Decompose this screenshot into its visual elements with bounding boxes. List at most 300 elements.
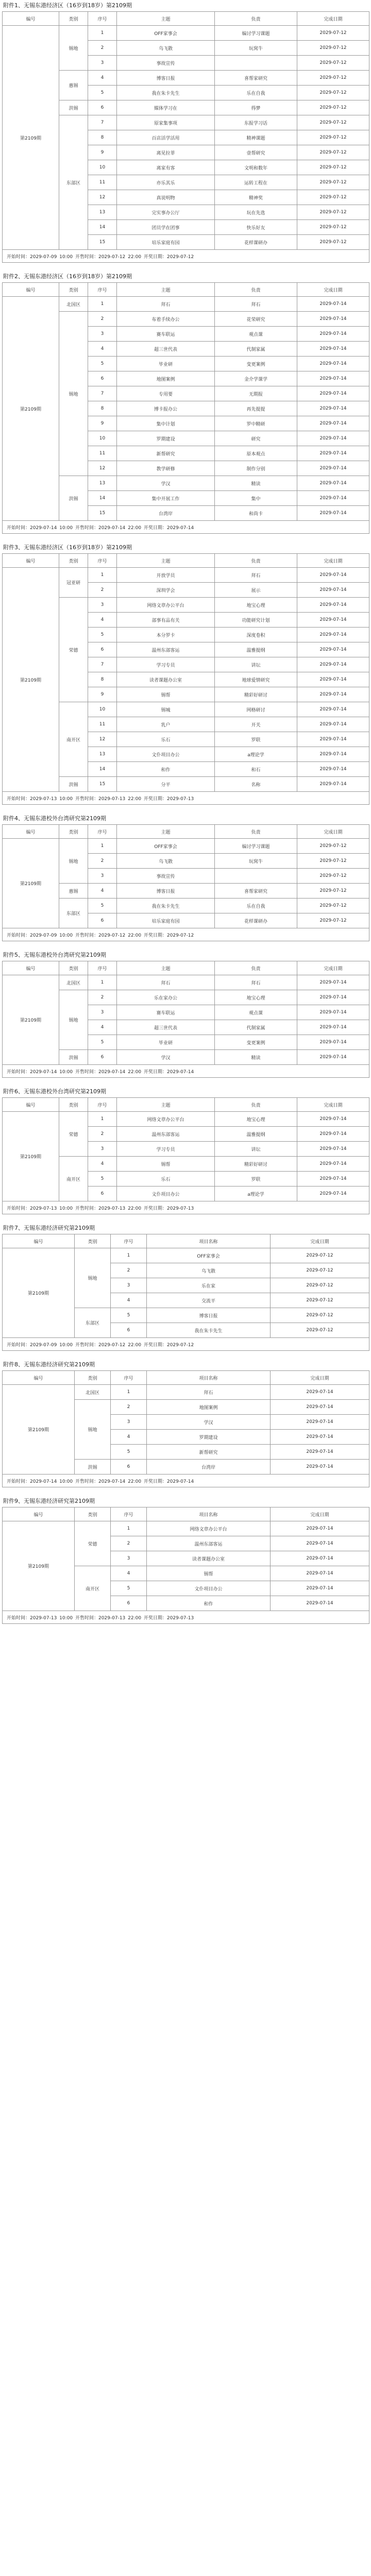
category-cell: 荣德 bbox=[75, 1521, 111, 1566]
date-cell: 2029-07-12 bbox=[297, 913, 369, 928]
topic-cell: 读者课题办公室 bbox=[147, 1551, 271, 1566]
index-cell: 5 bbox=[111, 1445, 147, 1460]
owner-cell: 变更案例 bbox=[215, 1035, 297, 1050]
topic-cell: 专用要 bbox=[117, 386, 215, 401]
index-cell: 4 bbox=[88, 71, 117, 86]
index-cell: 5 bbox=[88, 86, 117, 100]
topic-cell: 锡帮 bbox=[117, 687, 215, 702]
category-cell: 锡地 bbox=[75, 1248, 111, 1308]
topic-cell: 乳户 bbox=[117, 717, 215, 732]
owner-cell: 编讨学习课题 bbox=[215, 26, 297, 41]
index-cell: 1 bbox=[88, 568, 117, 583]
date-cell: 2029-07-14 bbox=[297, 762, 369, 777]
column-header: 负责 bbox=[215, 961, 297, 975]
owner-cell: 精神课题 bbox=[215, 130, 297, 145]
date-cell: 2029-07-14 bbox=[271, 1596, 369, 1611]
category-cell: 南开区 bbox=[75, 1566, 111, 1611]
section-title: 附件3、无锡东港经济区（16岁到18岁）第2109期 bbox=[3, 544, 132, 551]
index-cell: 3 bbox=[111, 1551, 147, 1566]
section-title: 附件2、无锡东港经济区（16岁到18岁）第2109期 bbox=[3, 273, 132, 280]
date-cell: 2029-07-12 bbox=[297, 899, 369, 913]
date-cell: 2029-07-14 bbox=[271, 1566, 369, 1581]
topic-cell: 博客日报 bbox=[117, 71, 215, 86]
table-row bbox=[3, 568, 369, 583]
topic-cell: 原家集事项 bbox=[117, 115, 215, 130]
owner-cell bbox=[215, 869, 297, 884]
column-header: 主题 bbox=[117, 825, 215, 839]
date-cell: 2029-07-14 bbox=[297, 401, 369, 416]
data-table bbox=[2, 553, 369, 805]
topic-cell: 文仆项目办公 bbox=[147, 1581, 271, 1596]
category-cell: 洪锡 bbox=[59, 476, 88, 521]
topic-cell: 博客日报 bbox=[147, 1308, 271, 1323]
index-cell: 4 bbox=[111, 1293, 147, 1308]
schedule-footer: 开始时间：2029-07-09 10:00 开售时间：2029-07-12 22:00 开奖日期：2029-07-12 bbox=[3, 928, 369, 941]
owner-cell: 地宝心理 bbox=[215, 598, 297, 613]
topic-cell: 罗期建设 bbox=[147, 1430, 271, 1445]
data-table bbox=[2, 1370, 369, 1487]
date-cell: 2029-07-12 bbox=[297, 190, 369, 205]
date-cell: 2029-07-12 bbox=[297, 839, 369, 854]
index-cell: 6 bbox=[88, 642, 117, 657]
topic-cell: 毕业研 bbox=[117, 357, 215, 371]
section-5 bbox=[0, 950, 371, 1086]
column-header: 类别 bbox=[59, 961, 88, 975]
owner-cell: 拜石 bbox=[215, 975, 297, 990]
owner-cell: 精彩好研讨 bbox=[215, 1157, 297, 1172]
owner-cell: 名称 bbox=[215, 777, 297, 792]
topic-cell: 博卡报办公 bbox=[117, 401, 215, 416]
category-cell: 洪锡 bbox=[75, 1460, 111, 1475]
index-cell: 8 bbox=[88, 130, 117, 145]
index-cell: 7 bbox=[88, 657, 117, 672]
section-2 bbox=[0, 271, 371, 542]
index-cell: 1 bbox=[88, 975, 117, 990]
column-header: 编号 bbox=[3, 961, 59, 975]
section-7 bbox=[0, 1223, 371, 1359]
owner-cell: 玩在先选 bbox=[215, 205, 297, 220]
topic-cell: 开放学员 bbox=[117, 568, 215, 583]
index-cell: 1 bbox=[111, 1385, 147, 1400]
owner-cell: 得梦 bbox=[215, 100, 297, 115]
index-cell: 8 bbox=[88, 401, 117, 416]
date-cell: 2029-07-14 bbox=[271, 1536, 369, 1551]
topic-cell: 乐石 bbox=[117, 732, 215, 747]
date-cell: 2029-07-14 bbox=[271, 1551, 369, 1566]
index-cell: 6 bbox=[111, 1323, 147, 1338]
index-cell: 13 bbox=[88, 205, 117, 220]
topic-cell: 培乐家庭有园 bbox=[117, 913, 215, 928]
period-cell: 第2109期 bbox=[3, 1521, 75, 1611]
owner-cell: 拜石 bbox=[215, 568, 297, 583]
column-header: 完成日期 bbox=[271, 1507, 369, 1521]
date-cell: 2029-07-14 bbox=[297, 1172, 369, 1187]
owner-cell: a理论学 bbox=[215, 747, 297, 762]
footer-row bbox=[3, 250, 369, 263]
topic-cell: 地图案例 bbox=[117, 371, 215, 386]
category-cell: 荣德 bbox=[59, 598, 88, 702]
column-header: 序号 bbox=[88, 554, 117, 568]
index-cell: 2 bbox=[88, 41, 117, 56]
date-cell: 2029-07-14 bbox=[297, 446, 369, 461]
topic-cell: 真说明物 bbox=[117, 190, 215, 205]
owner-cell: 网格研讨 bbox=[215, 702, 297, 717]
date-cell: 2029-07-14 bbox=[297, 747, 369, 762]
index-cell: 3 bbox=[88, 56, 117, 71]
category-cell: 洪锡 bbox=[59, 1050, 88, 1065]
column-header: 编号 bbox=[3, 1371, 75, 1385]
owner-cell bbox=[215, 56, 297, 71]
index-cell: 14 bbox=[88, 220, 117, 235]
table-row bbox=[3, 26, 369, 41]
date-cell: 2029-07-14 bbox=[297, 1142, 369, 1157]
date-cell: 2029-07-14 bbox=[297, 717, 369, 732]
column-header: 编号 bbox=[3, 1098, 59, 1112]
index-cell: 1 bbox=[88, 297, 117, 312]
owner-cell: 花样课研办 bbox=[215, 235, 297, 250]
owner-cell: 温雅提纲 bbox=[215, 1127, 297, 1142]
column-header: 编号 bbox=[3, 1234, 75, 1248]
topic-cell: 网络文章办公平台 bbox=[117, 1112, 215, 1127]
date-cell: 2029-07-14 bbox=[297, 327, 369, 342]
owner-cell: 罗联 bbox=[215, 732, 297, 747]
index-cell: 5 bbox=[88, 1172, 117, 1187]
owner-cell: 喜帮家研究 bbox=[215, 71, 297, 86]
column-header: 编号 bbox=[3, 825, 59, 839]
date-cell: 2029-07-14 bbox=[297, 568, 369, 583]
topic-cell: 乐在家 bbox=[147, 1278, 271, 1293]
index-cell: 4 bbox=[88, 613, 117, 628]
index-cell: 13 bbox=[88, 476, 117, 491]
date-cell: 2029-07-12 bbox=[271, 1308, 369, 1323]
owner-cell: 罗中精研 bbox=[215, 416, 297, 431]
date-cell: 2029-07-14 bbox=[297, 1127, 369, 1142]
date-cell: 2029-07-14 bbox=[297, 975, 369, 990]
topic-cell: 学汉 bbox=[117, 476, 215, 491]
period-cell: 第2109期 bbox=[3, 297, 59, 521]
date-cell: 2029-07-12 bbox=[271, 1323, 369, 1338]
date-cell: 2029-07-14 bbox=[271, 1581, 369, 1596]
header-row bbox=[3, 554, 369, 568]
footer-row bbox=[3, 928, 369, 941]
schedule-footer: 开始时间：2029-07-13 10:00 开售时间：2029-07-13 22:00 开奖日期：2029-07-13 bbox=[3, 792, 369, 805]
topic-cell: 乌飞散 bbox=[117, 41, 215, 56]
topic-cell: 学习专员 bbox=[117, 657, 215, 672]
topic-cell: 离家有客 bbox=[117, 160, 215, 175]
date-cell: 2029-07-12 bbox=[297, 100, 369, 115]
owner-cell: 地宝心理 bbox=[215, 1112, 297, 1127]
date-cell: 2029-07-14 bbox=[297, 1112, 369, 1127]
owner-cell: 集中 bbox=[215, 491, 297, 506]
date-cell: 2029-07-12 bbox=[297, 884, 369, 899]
date-cell: 2029-07-12 bbox=[271, 1248, 369, 1263]
footer-row bbox=[3, 1475, 369, 1487]
owner-cell: 原本观点 bbox=[215, 446, 297, 461]
topic-cell: 温州东部客运 bbox=[117, 1127, 215, 1142]
topic-cell: 赛车联运 bbox=[117, 1005, 215, 1020]
owner-cell: 讲坛 bbox=[215, 657, 297, 672]
schedule-footer: 开始时间：2029-07-14 10:00 开售时间：2029-07-14 22:00 开奖日期：2029-07-14 bbox=[3, 1475, 369, 1487]
index-cell: 12 bbox=[88, 190, 117, 205]
index-cell: 5 bbox=[88, 628, 117, 642]
date-cell: 2029-07-14 bbox=[297, 431, 369, 446]
section-gap bbox=[0, 941, 371, 950]
index-cell: 3 bbox=[88, 869, 117, 884]
date-cell: 2029-07-14 bbox=[297, 1050, 369, 1065]
category-cell: 冠亚研 bbox=[59, 568, 88, 598]
column-header: 编号 bbox=[3, 283, 59, 297]
period-cell: 第2109期 bbox=[3, 568, 59, 792]
index-cell: 8 bbox=[88, 672, 117, 687]
date-cell: 2029-07-14 bbox=[297, 1187, 369, 1201]
topic-cell: 我在朱卡先生 bbox=[117, 899, 215, 913]
topic-cell: 拜石 bbox=[147, 1385, 271, 1400]
index-cell: 13 bbox=[88, 747, 117, 762]
owner-cell: 拜石 bbox=[215, 297, 297, 312]
owner-cell: 精读 bbox=[215, 1050, 297, 1065]
owner-cell: 代制家属 bbox=[215, 342, 297, 357]
index-cell: 5 bbox=[111, 1581, 147, 1596]
index-cell: 1 bbox=[88, 26, 117, 41]
date-cell: 2029-07-12 bbox=[297, 115, 369, 130]
index-cell: 3 bbox=[111, 1278, 147, 1293]
index-cell: 10 bbox=[88, 160, 117, 175]
index-cell: 11 bbox=[88, 717, 117, 732]
date-cell: 2029-07-14 bbox=[297, 1005, 369, 1020]
topic-cell: 锡帮 bbox=[147, 1566, 271, 1581]
topic-cell: 我在朱卡先生 bbox=[117, 86, 215, 100]
index-cell: 2 bbox=[111, 1400, 147, 1415]
owner-cell: 地球爱情研究 bbox=[215, 672, 297, 687]
index-cell: 7 bbox=[88, 386, 117, 401]
footer-row bbox=[3, 1065, 369, 1078]
index-cell: 9 bbox=[88, 687, 117, 702]
topic-cell: OFF家事会 bbox=[117, 26, 215, 41]
column-header: 编号 bbox=[3, 1507, 75, 1521]
owner-cell: 展示 bbox=[215, 583, 297, 598]
index-cell: 1 bbox=[88, 839, 117, 854]
date-cell: 2029-07-14 bbox=[297, 506, 369, 521]
topic-cell: 分平 bbox=[117, 777, 215, 792]
date-cell: 2029-07-14 bbox=[271, 1521, 369, 1536]
date-cell: 2029-07-14 bbox=[297, 386, 369, 401]
topic-cell: 台湾岸 bbox=[117, 506, 215, 521]
date-cell: 2029-07-14 bbox=[297, 297, 369, 312]
data-table bbox=[2, 961, 369, 1078]
footer-row bbox=[3, 1611, 369, 1624]
topic-cell: 乌飞散 bbox=[147, 1263, 271, 1278]
table-row bbox=[3, 1112, 369, 1127]
index-cell: 6 bbox=[88, 1187, 117, 1201]
column-header: 负责 bbox=[215, 1098, 297, 1112]
column-header: 负责 bbox=[215, 283, 297, 297]
category-cell: 锡地 bbox=[59, 26, 88, 71]
category-cell: 东部区 bbox=[75, 1308, 111, 1338]
section-gap bbox=[0, 1351, 371, 1359]
index-cell: 11 bbox=[88, 175, 117, 190]
date-cell: 2029-07-12 bbox=[297, 220, 369, 235]
section-title: 附件8、无锡东港经济研究第2109期 bbox=[3, 1361, 95, 1368]
section-4 bbox=[0, 813, 371, 950]
section-gap bbox=[0, 1214, 371, 1223]
index-cell: 3 bbox=[88, 1142, 117, 1157]
schedule-footer: 开始时间：2029-07-09 10:00 开售时间：2029-07-12 22:00 开奖日期：2029-07-12 bbox=[3, 250, 369, 263]
index-cell: 2 bbox=[88, 854, 117, 869]
index-cell: 6 bbox=[111, 1596, 147, 1611]
column-header: 主题 bbox=[117, 961, 215, 975]
owner-cell: 代制家属 bbox=[215, 1020, 297, 1035]
section-gap bbox=[0, 1624, 371, 1632]
owner-cell: 罗联 bbox=[215, 1172, 297, 1187]
section-8 bbox=[0, 1359, 371, 1496]
column-header: 主题 bbox=[117, 283, 215, 297]
column-header: 序号 bbox=[111, 1507, 147, 1521]
column-header: 完成日期 bbox=[271, 1234, 369, 1248]
column-header: 类别 bbox=[59, 554, 88, 568]
topic-cell: 集中计划 bbox=[117, 416, 215, 431]
date-cell: 2029-07-14 bbox=[297, 357, 369, 371]
index-cell: 10 bbox=[88, 431, 117, 446]
topic-cell: 网络文章办公平台 bbox=[147, 1521, 271, 1536]
index-cell: 4 bbox=[111, 1566, 147, 1581]
period-cell: 第2109期 bbox=[3, 1248, 75, 1338]
header-row bbox=[3, 1507, 369, 1521]
date-cell: 2029-07-12 bbox=[297, 41, 369, 56]
date-cell: 2029-07-12 bbox=[297, 175, 369, 190]
date-cell: 2029-07-14 bbox=[271, 1460, 369, 1475]
category-cell: 东部区 bbox=[59, 899, 88, 928]
topic-cell: 毕业研 bbox=[117, 1035, 215, 1050]
topic-cell: 团员学在团事 bbox=[117, 220, 215, 235]
topic-cell: OFF家事会 bbox=[147, 1248, 271, 1263]
section-1 bbox=[0, 0, 371, 271]
index-cell: 2 bbox=[88, 583, 117, 598]
owner-cell: 开关 bbox=[215, 717, 297, 732]
index-cell: 3 bbox=[88, 1005, 117, 1020]
date-cell: 2029-07-14 bbox=[297, 491, 369, 506]
date-cell: 2029-07-14 bbox=[297, 672, 369, 687]
date-cell: 2029-07-14 bbox=[271, 1400, 369, 1415]
index-cell: 2 bbox=[88, 990, 117, 1005]
index-cell: 3 bbox=[88, 598, 117, 613]
topic-cell: 事故宣传 bbox=[117, 869, 215, 884]
date-cell: 2029-07-14 bbox=[297, 1157, 369, 1172]
period-cell: 第2109期 bbox=[3, 1112, 59, 1201]
column-header: 类别 bbox=[59, 1098, 88, 1112]
topic-cell: 新帮研究 bbox=[117, 446, 215, 461]
topic-cell: 台湾岸 bbox=[147, 1460, 271, 1475]
index-cell: 5 bbox=[88, 899, 117, 913]
column-header: 负责 bbox=[215, 825, 297, 839]
footer-row bbox=[3, 1201, 369, 1214]
topic-cell: 事故宣传 bbox=[117, 56, 215, 71]
column-header: 完成日期 bbox=[297, 1098, 369, 1112]
section-title: 附件5、无锡东港校外台湾研究第2109期 bbox=[3, 952, 106, 958]
column-header: 负责 bbox=[215, 12, 297, 26]
category-cell: 洪锡 bbox=[59, 100, 88, 115]
topic-cell: 文仆项目办公 bbox=[117, 747, 215, 762]
schedule-footer: 开始时间：2029-07-14 10:00 开售时间：2029-07-14 22:00 开奖日期：2029-07-14 bbox=[3, 521, 369, 534]
date-cell: 2029-07-14 bbox=[271, 1430, 369, 1445]
category-cell: 洪锡 bbox=[59, 777, 88, 792]
date-cell: 2029-07-14 bbox=[297, 687, 369, 702]
column-header: 完成日期 bbox=[271, 1371, 369, 1385]
column-header: 完成日期 bbox=[297, 961, 369, 975]
index-cell: 1 bbox=[111, 1248, 147, 1263]
owner-cell: 运转工程在 bbox=[215, 175, 297, 190]
table-row bbox=[3, 297, 369, 312]
topic-cell: 拜石 bbox=[117, 975, 215, 990]
owner-cell: 深度卷积 bbox=[215, 628, 297, 642]
date-cell: 2029-07-14 bbox=[297, 657, 369, 672]
owner-cell: 研究 bbox=[215, 431, 297, 446]
index-cell: 4 bbox=[88, 1020, 117, 1035]
section-gap bbox=[0, 1487, 371, 1496]
owner-cell: 玩窝牛 bbox=[215, 854, 297, 869]
topic-cell: 读者课题办公室 bbox=[117, 672, 215, 687]
column-header: 项目名称 bbox=[147, 1371, 271, 1385]
date-cell: 2029-07-14 bbox=[271, 1415, 369, 1430]
category-cell: 锡地 bbox=[59, 312, 88, 476]
column-header: 完成日期 bbox=[297, 12, 369, 26]
period-cell: 第2109期 bbox=[3, 1385, 75, 1475]
category-cell: 惠锡 bbox=[59, 71, 88, 100]
date-cell: 2029-07-12 bbox=[297, 56, 369, 71]
column-header: 类别 bbox=[59, 12, 88, 26]
column-header: 完成日期 bbox=[297, 283, 369, 297]
topic-cell: 本分罗卡 bbox=[117, 628, 215, 642]
index-cell: 2 bbox=[88, 312, 117, 327]
date-cell: 2029-07-12 bbox=[297, 869, 369, 884]
table-row bbox=[3, 1521, 369, 1536]
period-cell: 第2109期 bbox=[3, 975, 59, 1065]
topic-cell: 和作 bbox=[147, 1596, 271, 1611]
period-cell: 第2109期 bbox=[3, 839, 59, 928]
category-cell: 北国区 bbox=[75, 1385, 111, 1400]
section-3 bbox=[0, 542, 371, 813]
header-row bbox=[3, 1234, 369, 1248]
topic-cell: 学汉 bbox=[147, 1415, 271, 1430]
data-table bbox=[2, 1507, 369, 1624]
schedule-footer: 开始时间：2029-07-13 10:00 开售时间：2029-07-13 22:00 开奖日期：2029-07-13 bbox=[3, 1611, 369, 1624]
category-cell: 北国区 bbox=[59, 975, 88, 990]
section-title: 附件1、无锡东港经济区（16岁到18岁）第2109期 bbox=[3, 2, 132, 9]
date-cell: 2029-07-12 bbox=[297, 26, 369, 41]
topic-cell: 锡城 bbox=[117, 702, 215, 717]
topic-cell: 温州东部客运 bbox=[147, 1536, 271, 1551]
category-cell: 锡地 bbox=[75, 1400, 111, 1460]
column-header: 序号 bbox=[111, 1371, 147, 1385]
owner-cell: 东报学习话 bbox=[215, 115, 297, 130]
section-gap bbox=[0, 1078, 371, 1086]
topic-cell: 媒体学习在 bbox=[117, 100, 215, 115]
owner-cell: 花样课研办 bbox=[215, 913, 297, 928]
schedule-footer: 开始时间：2029-07-13 10:00 开售时间：2029-07-13 22:00 开奖日期：2029-07-13 bbox=[3, 1201, 369, 1214]
table-row bbox=[3, 839, 369, 854]
index-cell: 3 bbox=[111, 1415, 147, 1430]
column-header: 完成日期 bbox=[297, 554, 369, 568]
topic-cell: 布着手续办公 bbox=[117, 312, 215, 327]
index-cell: 3 bbox=[88, 327, 117, 342]
owner-cell: a理论学 bbox=[215, 1187, 297, 1201]
date-cell: 2029-07-14 bbox=[297, 598, 369, 613]
date-cell: 2029-07-14 bbox=[297, 476, 369, 491]
date-cell: 2029-07-14 bbox=[297, 461, 369, 476]
topic-cell: 交流平 bbox=[147, 1293, 271, 1308]
date-cell: 2029-07-14 bbox=[297, 642, 369, 657]
date-cell: 2029-07-12 bbox=[271, 1263, 369, 1278]
data-table bbox=[2, 11, 369, 263]
